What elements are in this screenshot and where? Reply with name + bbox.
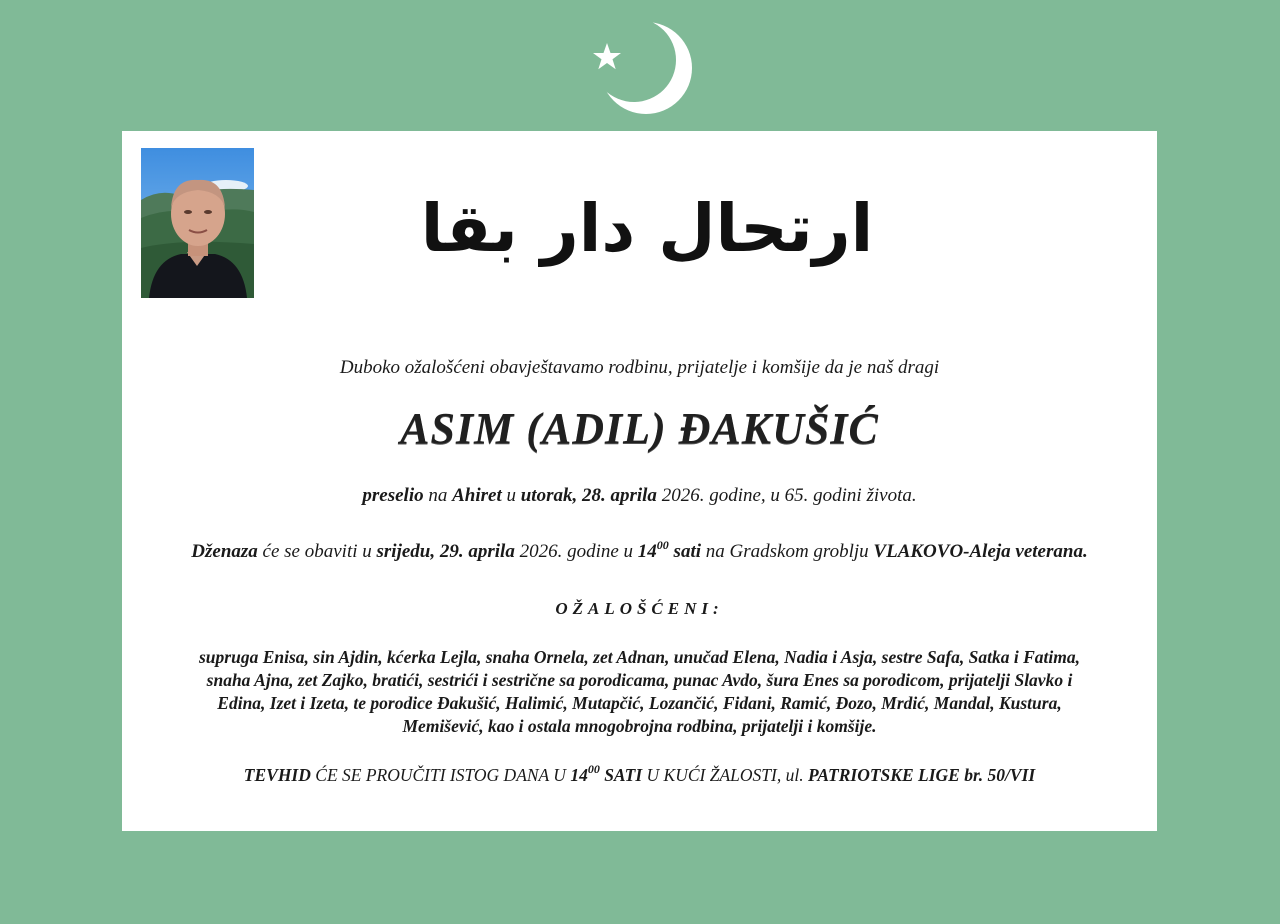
mourners-list [122, 646, 1157, 738]
mourners-heading: OŽALOŠĆENI: [555, 599, 724, 618]
funeral-info: Dženaza će se obaviti u srijedu, 29. aprila 2026. godine u $14^{00}$ sati na Gradskom groblju VLAKOVO-Aleja veterana. [191, 538, 1088, 562]
crescent-star-icon [586, 16, 696, 120]
intro-text: Duboko ožalošćeni obavještavamo rodbinu, prijatelje i komšije da je naš dragi [339, 357, 940, 378]
deceased-name: ASIM (ADIL) ĐAKUŠIĆ [400, 404, 879, 453]
mourners-line: Memišević, kao i ostala mnogobrojna rodbina, prijatelji i komšije. [402, 716, 877, 736]
deceased-portrait [141, 148, 254, 298]
tevhid-info: TEVHID ĆE SE PROUČITI ISTOG DANA U $14^{00}$ SATI U KUĆI ŽALOSTI, ul. PATRIOTSKE LIGE br. 50/VII [243, 762, 1036, 785]
svg-text:ارتحال دار بقا: ارتحال دار بقا [420, 190, 874, 267]
mourners-line: snaha Ajna, zet Zajko, bratići, sestrići i sestrične sa porodicama, punac Avdo, šura Enes sa porodicom, prijatelji Slavko i [206, 670, 1073, 690]
mourners-line: supruga Enisa, sin Ajdin, kćerka Lejla, snaha Ornela, zet Adnan, unučad Elena, Nadia i Asja, sestre Safa, Satka i Fatima, [199, 647, 1080, 667]
mourners-line: Edina, Izet i Izeta, te porodice Đakušić, Halimić, Mutapčić, Lozančić, Fidani, Ramić, Đozo, Mrdić, Mandal, Kustura, [217, 693, 1062, 713]
passing-info: preselio na Ahiret u utorak, 28. aprila 2026. godine, u 65. godini života. [362, 485, 917, 506]
arabic-calligraphy [420, 151, 874, 291]
obituary-card [122, 131, 1157, 831]
